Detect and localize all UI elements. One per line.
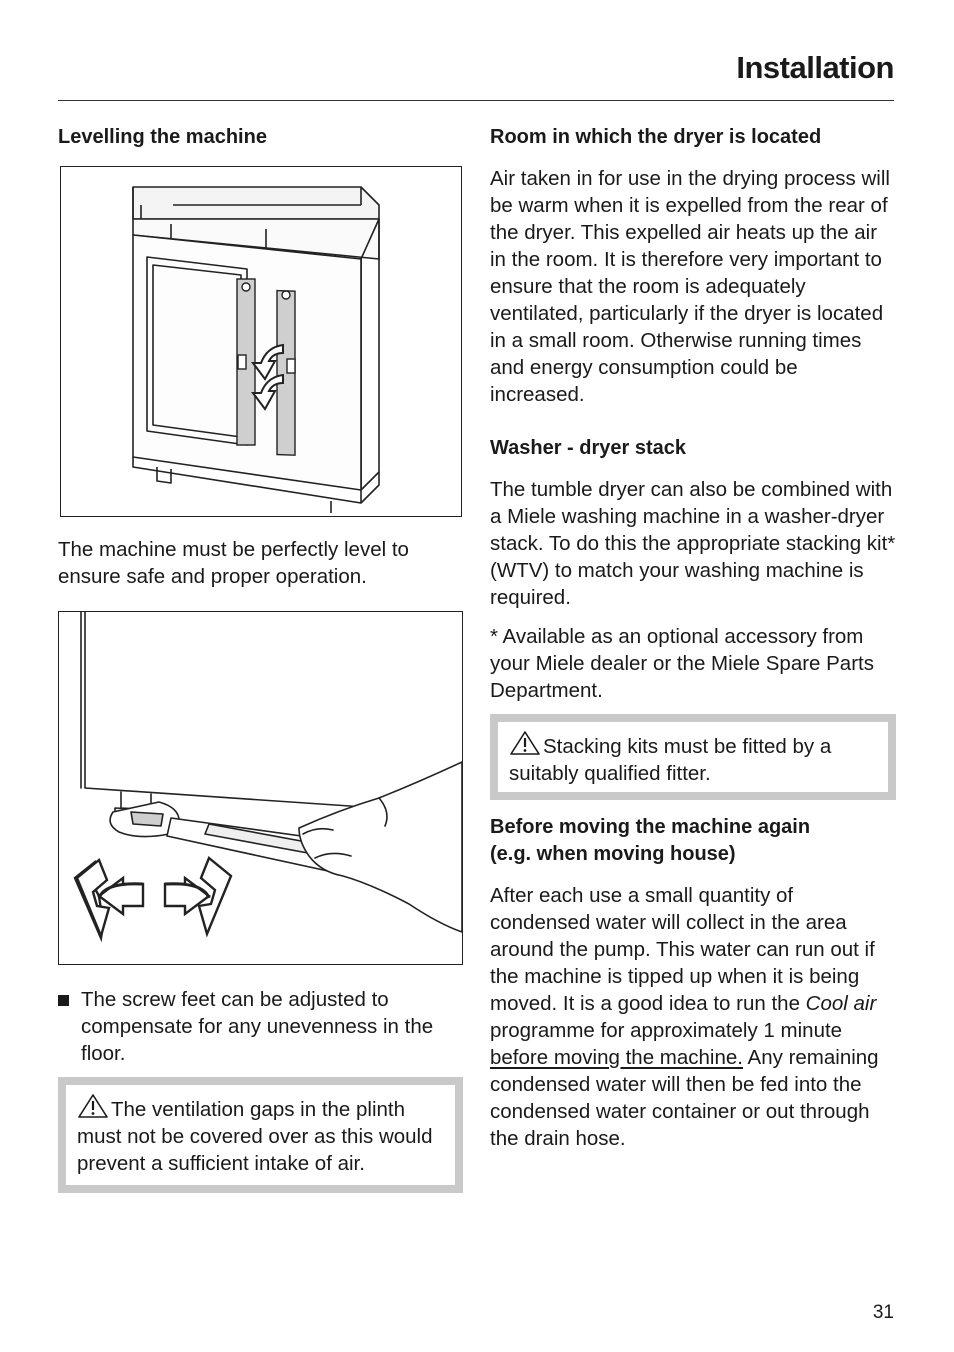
levelling-heading: Levelling the machine — [58, 126, 267, 148]
moving-heading-line1: Before moving the machine again — [490, 816, 811, 838]
dryer-drawing — [61, 167, 461, 516]
ventilation-warning-text: The ventilation gaps in the plinth must not be covered over as this would prevent a sufficient intake of air. — [77, 1098, 433, 1175]
stacking-warning-text: Stacking kits must be fitted by a suitably qualified fitter. — [509, 735, 832, 785]
moving-text-c: Any remaining condensed water will then be fed into the condensed water container or out through the drain hose. — [490, 1046, 879, 1150]
header-divider — [58, 100, 894, 101]
page-number: 31 — [872, 1302, 894, 1323]
stack-text: The tumble dryer can also be combined with a Miele washing machine in a washer-dryer stack. To do this the appropriate stacking kit* (WTV) to match your washing machine is required. — [490, 478, 896, 609]
stacking-warning-box — [490, 714, 896, 800]
warning-triangle-icon — [77, 1093, 109, 1119]
dryer-illustration — [60, 166, 462, 517]
ventilation-warning-box — [58, 1077, 463, 1193]
moving-text-a: After each use a small quantity of condensed water will collect in the area around the pump. This water can run out if the machine is tipped up when it is being moved. It is a good idea to run the — [490, 884, 875, 1015]
warning-triangle-icon — [509, 730, 541, 756]
ventilation-warning — [77, 1093, 445, 1177]
room-text: Air taken in for use in the drying process will be warm when it is expelled from the rear of the dryer. This expelled air heats up the air in the room. It is therefore very important to ensure that the room is adequately ventilated, particularly if the dryer is located in a small room. Otherwise running times and energy consumption could be increased. — [490, 167, 890, 406]
wrench-illustration — [58, 611, 463, 965]
list-item — [58, 986, 463, 1067]
moving-heading — [490, 814, 896, 868]
stacking-warning — [509, 730, 878, 787]
moving-text-emphasis: before moving the machine. — [490, 1046, 743, 1069]
right-column — [490, 122, 896, 1152]
level-text: The machine must be perfectly level to ensure safe and proper operation. — [58, 538, 409, 588]
bullet-icon — [58, 995, 69, 1006]
page-title: Installation — [736, 50, 894, 85]
moving-text-b: programme for approximately 1 minute — [490, 1019, 843, 1042]
left-column — [58, 122, 463, 1193]
moving-heading-line2: (e.g. when moving house) — [490, 843, 736, 865]
stack-heading: Washer - dryer stack — [490, 437, 687, 459]
moving-text — [490, 882, 896, 1152]
accessory-note: * Available as an optional accessory from your Miele dealer or the Miele Spare Parts Department. — [490, 625, 874, 702]
wrench-drawing — [59, 612, 462, 964]
bullet-text: The screw feet can be adjusted to compensate for any unevenness in the floor. — [81, 988, 434, 1065]
room-heading: Room in which the dryer is located — [490, 126, 822, 148]
programme-name: Cool air — [805, 992, 877, 1015]
